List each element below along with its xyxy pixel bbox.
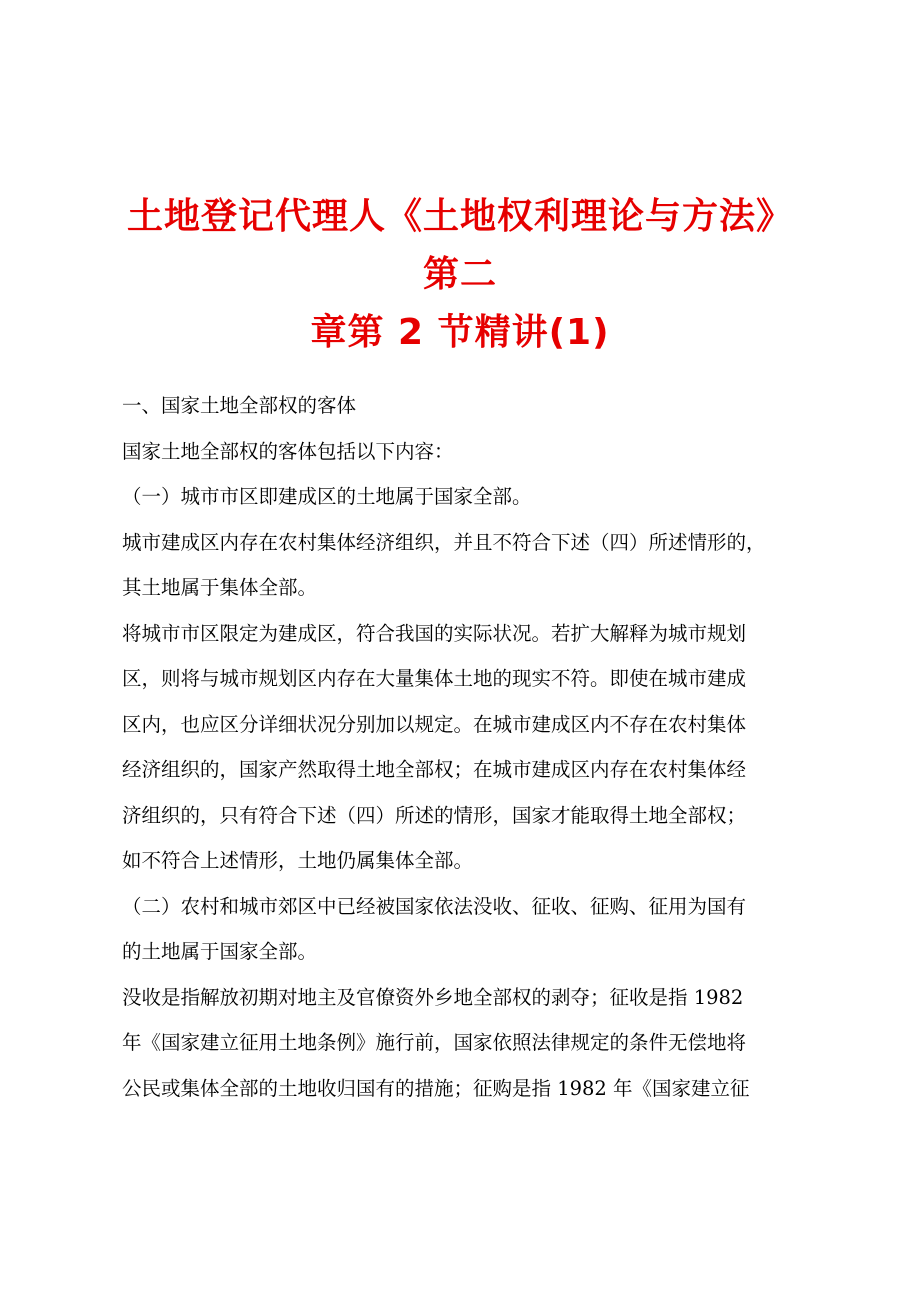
text-line: 济组织的，只有符合下述（四）所述的情形，国家才能取得土地全部权；: [122, 803, 747, 827]
text-line: 如不符合上述情形，土地仍属集体全部。: [122, 849, 474, 872]
text-line: 年《国家建立征用土地条例》施行前，国家依照法律规定的条件无偿地将: [122, 1031, 747, 1054]
paragraph: [122, 975, 812, 1112]
title-line: 土地登记代理人《土地权利理论与方法》第二: [126, 196, 793, 295]
text-line: 经济组织的，国家产然取得土地全部权；在城市建成区内存在农村集体经: [122, 758, 747, 781]
text-line: 的土地属于国家全部。: [122, 940, 318, 963]
paragraph: [122, 474, 812, 520]
title-line: 章第 2 节精讲(1): [310, 312, 610, 353]
text-line: 城市建成区内存在农村集体经济组织，并且不符合下述（四）所述情形的，: [122, 530, 766, 554]
text-line: 区，则将与城市规划区内存在大量集体土地的现实不符。即使在城市建成: [122, 667, 747, 690]
text-line: 公民或集体全部的土地收归国有的措施；征购是指 1982 年《国家建立征: [122, 1076, 750, 1100]
document-body: [122, 383, 812, 1111]
text-line: 将城市市区限定为建成区，符合我国的实际状况。若扩大解释为城市规划: [122, 621, 747, 645]
document-title: [110, 188, 810, 362]
text-line: 其土地属于集体全部。: [122, 576, 318, 599]
text-line: 区内，也应区分详细状况分别加以规定。在城市建成区内不存在农村集体: [122, 712, 747, 736]
text-line: （二）农村和城市郊区中已经被国家依法没收、征收、征购、征用为国有: [122, 894, 747, 918]
text-line: 一、国家土地全部权的客体: [122, 394, 357, 417]
text-line: （一）城市市区即建成区的土地属于国家全部。: [122, 485, 532, 508]
paragraph: [122, 884, 812, 975]
paragraph: [122, 611, 812, 884]
paragraph: [122, 429, 812, 475]
paragraph: [122, 520, 812, 611]
text-line: 没收是指解放初期对地主及官僚资外乡地全部权的剥夺；征收是指 1982: [122, 985, 744, 1009]
text-line: 国家土地全部权的客体包括以下内容：: [122, 439, 454, 463]
section-heading: [122, 383, 812, 429]
